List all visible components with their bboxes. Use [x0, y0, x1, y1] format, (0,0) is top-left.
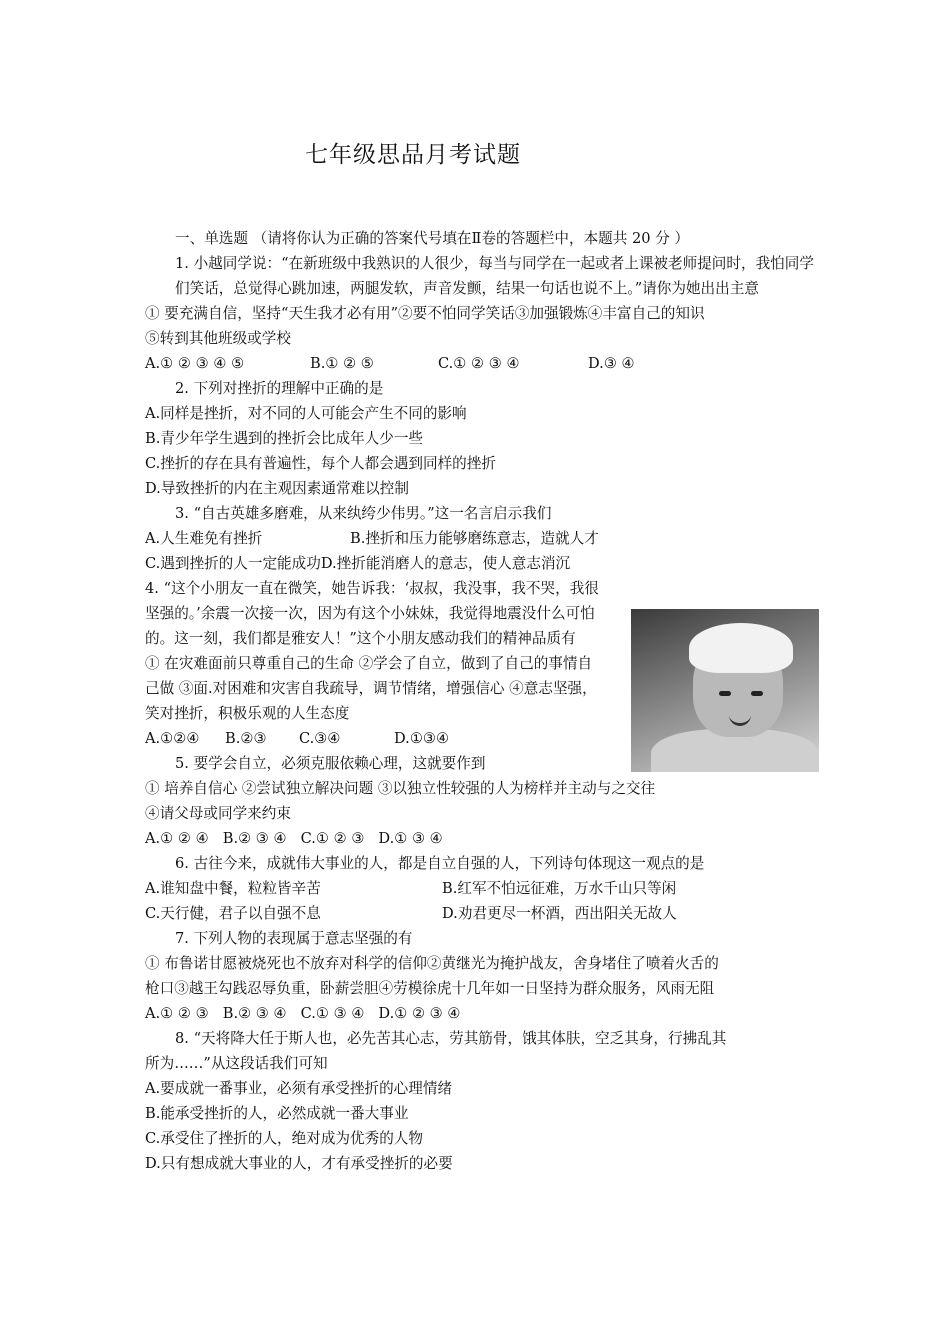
question-5-stem: 5. 要学会自立，必须克服依赖心理，这就要作到	[175, 755, 486, 772]
option: A.① ② ③ ④ ⑤	[145, 355, 245, 372]
option: C.① ③ ④	[300, 1005, 365, 1022]
option: B.挫折和压力能够磨练意志，造就人才	[350, 530, 599, 547]
option: A.①②④	[145, 730, 200, 747]
question-1-options	[145, 351, 815, 376]
option: A.① ② ④	[145, 830, 209, 847]
option: D.挫折能消磨人的意志，使人意志消沉	[320, 555, 571, 572]
option: D.劝君更尽一杯酒，西出阳关无故人	[442, 905, 677, 922]
photo-eye-shape	[751, 691, 763, 696]
question-7-items: ① 布鲁诺甘愿被烧死也不放弃对科学的信仰②黄继光为掩护战友，舍身堵住了喷着火舌的	[145, 955, 719, 972]
question-3-options	[145, 551, 815, 576]
option: B.青少年学生遇到的挫折会比成年人少一些	[145, 430, 424, 447]
option: B.能承受挫折的人，必然成就一番大事业	[145, 1105, 409, 1122]
question-8-stem: 8. “天将降大任于斯人也，必先苦其心志，劳其筋骨，饿其体肤，空乏其身，行拂乱其	[175, 1030, 727, 1047]
option: A.① ② ③	[145, 1005, 209, 1022]
option: D.导致挫折的内在主观因素通常难以控制	[145, 480, 409, 497]
question-8-stem: 所为……”从这段话我们可知	[145, 1055, 328, 1072]
page-title: 七年级思品月考试题	[305, 142, 521, 168]
option: D.① ② ③ ④	[378, 1005, 461, 1022]
option: C.③④	[299, 730, 341, 747]
option: B.②③	[225, 730, 267, 747]
question-1-items: ① 要充满自信，坚持“天生我才必有用”②要不怕同学笑话③加强锻炼④丰富自己的知识	[145, 305, 705, 322]
photo-bandage-shape	[689, 623, 793, 673]
option: A.要成就一番事业，必须有承受挫折的心理情绪	[145, 1080, 453, 1097]
question-5-items: ④请父母或同学来约束	[145, 805, 291, 822]
question-6-options	[145, 901, 815, 926]
option: C.① ② ③	[300, 830, 365, 847]
option: B.② ③ ④	[222, 1005, 287, 1022]
question-5-items: ① 培养自信心 ②尝试独立解决问题 ③以独立性较强的人为榜样并主动与之交往	[145, 780, 656, 797]
question-1-items: ⑤转到其他班级或学校	[145, 330, 291, 347]
option: B.① ② ⑤	[310, 355, 374, 372]
question-2-stem: 2. 下列对挫折的理解中正确的是	[175, 380, 384, 397]
question-4	[145, 576, 605, 726]
option: D.③ ④	[588, 355, 635, 372]
option: C.挫折的存在具有普遍性，每个人都会遇到同样的挫折	[145, 455, 496, 472]
question-4-items: ① 在灾难面前只尊重自己的生命 ②学会了自立，做到了自己的事情自己做 ③面.对困难和灾害自我疏导，调节情绪，增强信心 ④意志坚强，笑对挫折，积极乐观的人生态度	[145, 655, 597, 722]
question-3-stem: 3. “自古英雄多磨难，从来纨绔少伟男。”这一名言启示我们	[175, 505, 552, 522]
option: B.② ③ ④	[222, 830, 287, 847]
question-7-stem: 7. 下列人物的表现属于意志坚强的有	[175, 930, 413, 947]
option: A.人生难免有挫折	[145, 530, 263, 547]
question-7-options	[145, 1001, 815, 1026]
option: D.① ③ ④	[378, 830, 443, 847]
question-6-options	[145, 876, 815, 901]
section-heading: 一、单选题 （请将你认为正确的答案代号填在Ⅱ卷的答题栏中，本题共 20 分 ）	[175, 230, 690, 247]
option: C.① ② ③ ④	[438, 355, 520, 372]
option: B.红军不怕远征难，万水千山只等闲	[442, 880, 677, 897]
option: A.谁知盘中餐，粒粒皆辛苦	[145, 880, 321, 897]
question-3-options	[145, 526, 815, 551]
option: C.承受住了挫折的人，绝对成为优秀的人物	[145, 1130, 423, 1147]
option: C.遇到挫折的人一定能成功	[145, 555, 321, 572]
question-6-stem: 6. 古往今来，成就伟大事业的人，都是自立自强的人，下列诗句体现这一观点的是	[175, 855, 705, 872]
option: C.天行健，君子以自强不息	[145, 905, 321, 922]
child-photo	[631, 609, 819, 772]
question-5-options	[145, 826, 815, 851]
photo-eye-shape	[719, 691, 731, 696]
option: A.同样是挫折，对不同的人可能会产生不同的影响	[145, 405, 467, 422]
option: D.①③④	[394, 730, 450, 747]
option: D.只有想成就大事业的人，才有承受挫折的必要	[145, 1155, 453, 1172]
question-1-stem: 1. 小越同学说：“在新班级中我熟识的人很少，每当与同学在一起或者上课被老师提问时，我怕同学们笑话，总觉得心跳加速，两腿发软，声音发颤，结果一句话也说不上。”请你为她出出主意	[175, 255, 814, 297]
question-4-stem: 4. “这个小朋友一直在微笑，她告诉我：‘叔叔，我没事，我不哭，我很坚强的。’余震一次接一次，因为有这个小妹妹，我觉得地震没什么可怕的。这一刻，我们都是雅安人！”这个小朋友感动我们的精神品质有	[145, 580, 599, 647]
question-7-items: 枪口③越王勾践忍辱负重，卧薪尝胆④劳模徐虎十几年如一日坚持为群众服务，风雨无阻	[145, 980, 715, 997]
